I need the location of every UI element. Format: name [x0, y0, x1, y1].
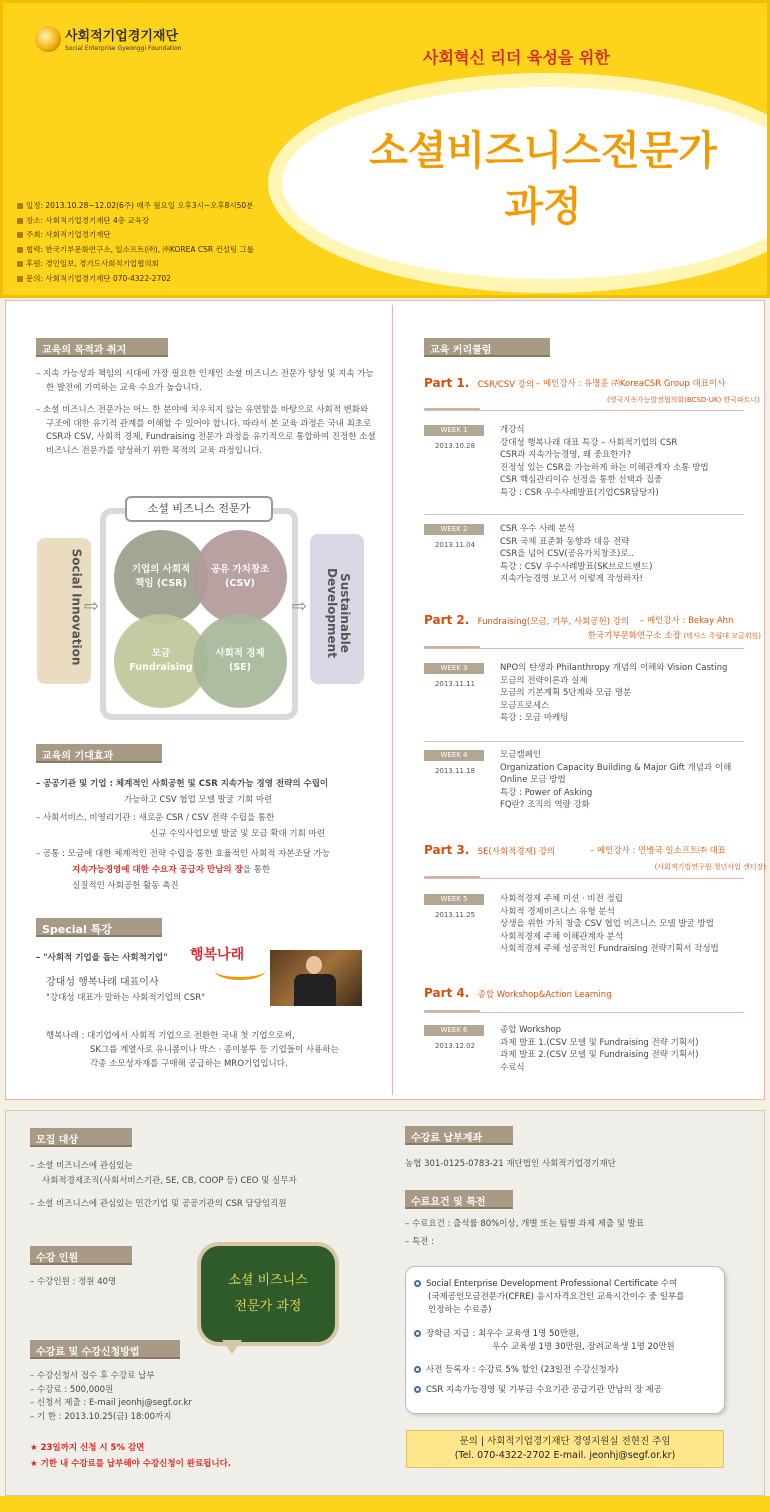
part-2-lecturer-affil — [556, 630, 761, 644]
list-item: 종합 Workshop — [500, 1025, 562, 1035]
week-separator — [424, 514, 744, 515]
list-item: CSR과 지속가능경영, 왜 중요한가? — [500, 450, 632, 460]
info-row — [17, 243, 254, 258]
week-1-items — [500, 424, 760, 499]
part-divider — [424, 878, 744, 879]
circle-csv — [193, 530, 287, 624]
chalkboard-graphic — [197, 1242, 339, 1346]
week-3-items — [500, 662, 765, 725]
list-item: – 기 한 : 2013.10.25(금) 18:00까지 — [30, 1411, 172, 1422]
haengbok-narae-logo: 행복나래 — [190, 947, 245, 963]
list-item: 사회적경제 주체 이해관계자 분석 — [500, 931, 624, 942]
benefit-certificate — [414, 1278, 720, 1317]
list-item: 상생을 위한 가치 창출 CSV 협업 비즈니스 모델 발굴 방법 — [500, 919, 714, 929]
info-row — [17, 214, 254, 229]
part-1-name: CSR/CSV 강의 — [477, 380, 535, 390]
week-1-tag: WEEK 1 — [424, 425, 484, 436]
bullet-icon — [17, 218, 23, 224]
benefit-networking-text: CSR 지속가능경영 및 기부금 수요기관 공급기관 만남의 장 제공 — [426, 1385, 662, 1395]
info-contact: 문의: 사회적기업경기재단 070-4322-2702 — [26, 273, 171, 283]
effect-1a-text: – 공공기관 및 기업 : 체계적인 사회공헌 및 CSR 지속가능 경영 전략의 수립이 — [36, 779, 329, 789]
effect-3b — [72, 864, 382, 878]
effect-1b: 가능하고 CSV 협업 모델 발굴 기회 마련 — [124, 795, 273, 805]
list-item: 특강 : CSV 우수사례발표(SK브로드밴드) — [500, 561, 653, 572]
part-2-title — [424, 613, 629, 627]
benefit-scholarship — [414, 1328, 720, 1354]
list-item: 지속가능경영 보고서 이렇게 작성하자! — [500, 574, 643, 584]
list-item: 진정성 있는 CSR을 가능하게 하는 이해관계자 소통 방법 — [500, 462, 709, 473]
list-item: 특강 : CSR 우수사례발표(기업CSR담당자) — [500, 487, 659, 498]
list-item: Online 모금 방법 — [500, 775, 566, 785]
sustainable-development-label: Sustainable Development — [325, 568, 352, 658]
list-item: 모금캠페인 — [500, 750, 542, 760]
benefit-certificate-note: (국제공인모금전문가(CFRE) 응시자격요건인 교육시간이수 중 일부를 — [428, 1292, 685, 1302]
week-6-tag: WEEK 6 — [424, 1025, 484, 1036]
list-item: FQ란? 조직의 역량 강화 — [500, 800, 590, 810]
account-text: 농협 301-0125-0783-21 재단법인 사회적기업경기재단 — [405, 1159, 616, 1169]
benefit-early-bird-text: 사전 등록자 : 수강료 5% 할인 (23일전 수강신청자) — [426, 1365, 619, 1375]
benefit-certificate-note-2: 인정하는 수료증) — [428, 1305, 492, 1315]
chalkboard-tail — [222, 1340, 242, 1354]
list-item: CSR 핵심관리이슈 선정을 통한 선택과 집중 — [500, 475, 663, 485]
list-item: 과제 발표 2.(CSV 모델 및 Fundraising 전략 기획서) — [500, 1050, 699, 1060]
week-3-date: 2013.11.11 — [434, 680, 476, 688]
social-innovation-label: Social Innovation — [69, 548, 84, 666]
logo-subtitle: Social Enterprise Gyeonggi Foundation — [65, 45, 182, 52]
part-2-no: Part 2. — [424, 613, 470, 627]
photo-face — [306, 956, 322, 974]
account-heading: 수강료 납부계좌 — [405, 1126, 513, 1145]
week-4-date: 2013.11.18 — [434, 767, 476, 775]
effect-3b-highlight: 지속가능경영에 대한 수요자 공급자 만남의 장 — [72, 865, 243, 875]
effect-1a — [36, 778, 386, 792]
week-5-items — [500, 893, 765, 956]
list-item: 모금프로세스 — [500, 700, 550, 711]
info-host: 주최: 사회적기업경기재단 — [26, 230, 111, 239]
diagram-title: 소셜 비즈니스 전문가 — [125, 496, 273, 522]
list-item: – 수강신청서 접수 후 수강료 납부 — [30, 1371, 155, 1381]
part-3-name: SE(사회적경제) 강의 — [477, 847, 556, 857]
info-schedule: 일정: 2013.10.28~12.02(6주) 매주 월요일 오후3시~오후8시50분 — [26, 201, 254, 210]
info-venue: 장소: 사회적기업경기재단 4층 교육장 — [26, 215, 150, 225]
benefit-networking — [414, 1384, 720, 1397]
list-item: 개강식 — [500, 425, 525, 435]
title-line-2: 과정 — [504, 184, 582, 230]
week-5-tag: WEEK 5 — [424, 894, 484, 905]
part-2-lecturer-extra: (텍사스 주립대 모금위원) — [683, 632, 761, 640]
list-item: 모금의 전략이론과 실제 — [500, 675, 588, 686]
part-3-lecturer-affil: (사회적기업연구원 청년사업 센터장) — [654, 863, 766, 871]
list-item: 특강 : Power of Asking — [500, 787, 593, 798]
special-quote: – "사회적 기업을 돕는 사회적기업" — [36, 953, 168, 963]
title-line-1: 소셜비즈니스전문가 — [369, 128, 717, 174]
ring-bullet-icon — [414, 1280, 421, 1287]
part-1-title — [424, 376, 534, 390]
speaker-name: 강대성 행복나래 대표이사 — [46, 977, 159, 988]
part-4-title — [424, 986, 612, 1000]
part-1-lecturer: – 메인강사 : 유명훈 ㈜KoreaCSR Group 대표이사 — [536, 379, 726, 389]
benefit-certificate-text: Social Enterprise Development Professional Certificate 수여 — [426, 1279, 678, 1289]
info-partners: 협력: 한국기부문화연구소, 일소프트(㈜), ㈜KOREA CSR 컨설팅 그룹 — [26, 244, 255, 254]
info-row — [17, 199, 254, 214]
list-item: NPO의 탄생과 Philanthropy 개념의 이해와 Vision Casting — [500, 663, 728, 673]
purpose-paragraph-1: – 지속 가능성과 책임의 시대에 가장 필요한 인재인 소셜 비즈니스 전문가 양성 및 지속 가능한 발전에 기여하는 교육 수요가 높습니다. — [36, 369, 374, 393]
part-2-lecturer-org: 한국기부문화연구소 소장 — [587, 631, 681, 641]
list-item: 사회적경제 주체 미션 · 비전 정립 — [500, 894, 623, 904]
info-row — [17, 228, 254, 243]
fee-note-1: ★ 23일까지 신청 시 5% 감면 — [30, 1443, 145, 1453]
bullet-icon — [17, 247, 23, 253]
week-3-tag: WEEK 3 — [424, 663, 484, 674]
part-4-name: 종합 Workshop&Action Learning — [477, 990, 612, 1000]
part-1-no: Part 1. — [424, 376, 470, 390]
capacity-heading: 수강 인원 — [30, 1246, 132, 1265]
list-item: Organization Capacity Building & Major Gift 개념과 이해 — [500, 762, 732, 773]
logo-emblem-icon — [35, 26, 61, 52]
fee-note-2: ★ 기한 내 수강료를 납부해야 수강신청이 완료됩니다. — [30, 1459, 232, 1469]
circle-se-label: 사회적 경제 (SE) — [215, 648, 265, 673]
circle-se — [193, 614, 287, 708]
effect-3c: 실질적인 사회공헌 활동 촉진 — [72, 881, 179, 891]
chalk-line-2: 전문가 과정 — [234, 1299, 302, 1314]
effect-heading: 교육의 기대효과 — [36, 744, 162, 763]
info-row — [17, 272, 254, 287]
arrow-right-icon: ⇨ — [84, 596, 100, 617]
part-3-no: Part 3. — [424, 843, 470, 857]
circle-fundraising-label: 모금 Fundraising — [129, 648, 193, 673]
part-2-lecturer: – 메인강사 : Bekay Ahn — [640, 616, 734, 626]
header-banner — [0, 0, 770, 298]
circle-csv-label: 공유 가치창조 (CSV) — [210, 564, 270, 589]
list-item: 강대성 행복나래 대표 특강 – 사회적기업의 CSR — [500, 437, 678, 448]
benefit-scholarship-text: 장학금 지급 : 최우수 교육생 1명 50만원, — [426, 1329, 579, 1339]
event-info — [17, 199, 254, 286]
list-item: 특강 : 모금 마케팅 — [500, 713, 569, 723]
list-item: CSR 국제 표준화 동향과 대응 전략 — [500, 536, 630, 547]
part-divider — [424, 1012, 744, 1013]
part-3-title — [424, 843, 555, 857]
bullet-icon — [17, 203, 23, 209]
part-1-lecturer-affil: (영국지속가능발전협의회(BCSD-UK) 한국파트너) — [607, 396, 760, 404]
bullet-icon — [17, 261, 23, 267]
chalk-line-1: 소셜 비즈니스 — [228, 1273, 308, 1288]
capacity-text: – 수강인원 : 정원 40명 — [30, 1277, 117, 1287]
arrow-right-icon: ⇨ — [292, 596, 308, 617]
contact-line-1: 문의 | 사회적기업경기재단 경영지원실 전현진 주임 — [459, 1436, 671, 1447]
week-separator — [424, 741, 744, 742]
special-heading: Special 특강 — [36, 918, 162, 937]
ring-bullet-icon — [414, 1386, 421, 1393]
column-divider — [392, 305, 393, 1095]
week-6-date: 2013.12.02 — [434, 1042, 476, 1050]
completion-requirement: – 수료요건 : 출석률 80%이상, 개별 또는 팀별 과제 제출 및 발표 — [405, 1219, 645, 1229]
week-2-items — [500, 523, 760, 586]
week-6-items — [500, 1024, 765, 1074]
recruit-2: – 소셜 비즈니스에 관심있는 민간기업 및 공공기관의 CSR 담당임직원 — [30, 1199, 287, 1209]
week-2-tag: WEEK 2 — [424, 524, 484, 535]
completion-heading: 수료요건 및 특전 — [405, 1190, 513, 1209]
special-desc-3: 각종 소모성자재를 구매해 공급하는 MRO기업입니다. — [90, 1059, 288, 1069]
week-4-items — [500, 749, 765, 812]
photo-body — [294, 974, 336, 1006]
contact-box — [406, 1430, 724, 1468]
special-desc-1: 행복나래 : 대기업에서 사회적 기업으로 전환한 국내 첫 기업으로써, — [46, 1031, 295, 1041]
speaker-photo — [270, 950, 362, 1006]
footer-bar — [0, 1496, 770, 1512]
fee-heading: 수강료 및 수강신청방법 — [30, 1340, 180, 1359]
info-row — [17, 257, 254, 272]
part-4-no: Part 4. — [424, 986, 470, 1000]
header-subtitle: 사회혁신 리더 육성을 위한 — [423, 48, 610, 67]
week-4-tag: WEEK 4 — [424, 750, 484, 761]
info-sponsors: 후원: 경인일보, 경기도사회적기업협의회 — [26, 259, 159, 268]
list-item: 사회적 경제비즈니스 유형 분석 — [500, 906, 615, 917]
recruit-heading: 모집 대상 — [30, 1128, 132, 1147]
ring-bullet-icon — [414, 1366, 421, 1373]
part-divider — [424, 648, 744, 649]
part-divider — [424, 410, 744, 411]
bullet-icon — [17, 232, 23, 238]
special-desc-2: SK그룹 계열사로 유니폼이나 박스 · 종이봉투 등 기업들이 사용하는 — [90, 1045, 339, 1055]
list-item: CSR을 넘어 CSV(공유가치창조)로.. — [500, 549, 634, 559]
list-item: 과제 발표 1.(CSV 모델 및 Fundraising 전략 기획서) — [500, 1037, 699, 1048]
benefit-scholarship-detail: 우수 교육생 1명 30만원, 장려교육생 1명 20만원 — [492, 1342, 675, 1352]
curriculum-heading: 교육 커리큘럼 — [424, 338, 550, 357]
effect-2b: 신규 수익사업모델 발굴 및 모금 확대 기회 마련 — [150, 829, 325, 839]
purpose-paragraph-2: – 소셜 비즈니스 전문가는 어느 한 분야에 치우치지 않는 유연함을 바탕으로 사회적 변화와 구조에 대한 유기적 관계를 이해할 수 있어야 합니다. 따라서 본 교육 과정은 국내 최초로 CSR과 CSV, 사회적 경제, Fundraising 전문가 과정을 유기적으로 통합하여 진정한 소셜 비즈니스 전문가를 양성하기 위한 목적의 교육 과정입니다. — [36, 405, 376, 456]
part-2-name: Fundraising(모금, 기부, 사회공헌) 강의 — [477, 617, 630, 627]
contact-line-2[interactable]: (Tel. 070-4322-2702 E-mail. jeonhj@segf.or.kr) — [454, 1450, 676, 1461]
list-item: 모금의 기본계획 5단계와 모금 명분 — [500, 688, 632, 698]
circle-csr-label: 기업의 사회적 책임 (CSR) — [131, 564, 191, 589]
page-title — [303, 123, 770, 235]
effect-2a: – 사회서비스, 비영리기관 : 새로운 CSR / CSV 전략 수립을 통한 — [36, 813, 275, 823]
part-3-lecturer: – 메인강사 : 민병국 일소프트㈜ 대표 — [590, 846, 726, 856]
week-5-date: 2013.11.25 — [434, 911, 476, 919]
logo-name: 사회적기업경기재단 — [65, 29, 179, 44]
week-1-date: 2013.10.28 — [434, 442, 476, 450]
list-item: – 신청서 제출 : E-mail jeonhj@segf.or.kr — [30, 1398, 192, 1408]
week-2-date: 2013.11.04 — [434, 541, 476, 549]
recruit-1a: – 소셜 비즈니스에 관심있는 — [30, 1161, 133, 1171]
foundation-logo — [35, 25, 182, 52]
ring-bullet-icon — [414, 1330, 421, 1337]
effect-3b-rest: 을 통한 — [242, 865, 271, 875]
completion-perk-label: – 특전 : — [405, 1237, 434, 1247]
recruit-1b: 사회적경제조직(사회서비스기관, SE, CB, COOP 등) CEO 및 실무자 — [42, 1176, 297, 1186]
benefit-early-bird — [414, 1364, 720, 1377]
list-item: CSR 우수 사례 분석 — [500, 524, 575, 534]
list-item: – 수강료 : 500,000원 — [30, 1384, 114, 1395]
bullet-icon — [17, 276, 23, 282]
lecture-title: "강대성 대표가 말하는 사회적기업의 CSR" — [46, 993, 206, 1003]
list-item: 사회적경제 주체 성공적인 Fundraising 전략기획서 작성법 — [500, 944, 719, 954]
list-item: 수료식 — [500, 1062, 525, 1073]
fee-lines — [30, 1370, 370, 1424]
purpose-heading: 교육의 목적과 취지 — [36, 338, 168, 357]
effect-3a: – 공통 : 모금에 대한 체계적인 전략 수립을 통한 효율적인 사회적 자본조달 가능 — [36, 849, 331, 859]
